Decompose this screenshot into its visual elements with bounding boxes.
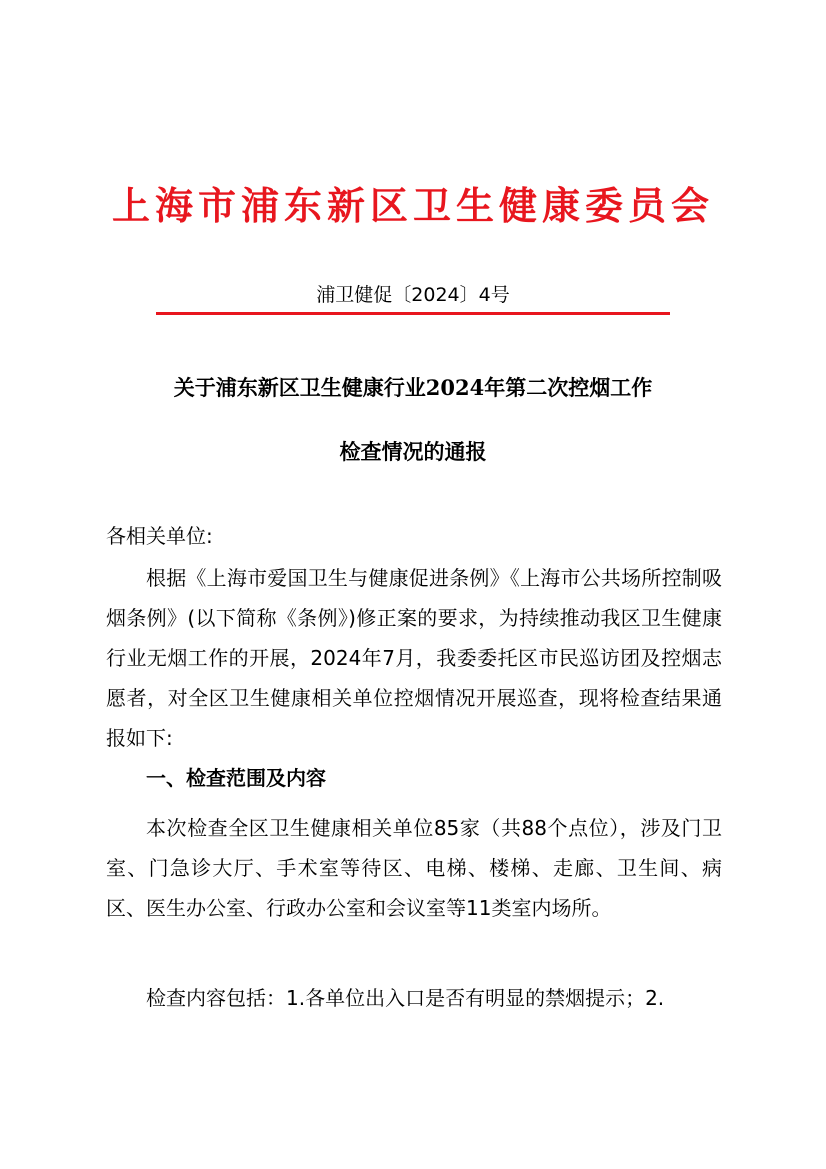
- notice-title-line-2: 检查情况的通报: [339, 439, 487, 464]
- paragraph-scope: 本次检查全区卫生健康相关单位85家（共88个点位），涉及门卫室、门急诊大厅、手术室等待区、电梯、楼梯、走廊、卫生间、病区、医生办公室、行政办公室和会议室等11类室内场所。: [106, 816, 722, 920]
- organization-header: 上海市浦东新区卫生健康委员会: [111, 183, 714, 228]
- paragraph-intro: 根据《上海市爱国卫生与健康促进条例》《上海市公共场所控制吸烟条例》(以下简称《条例》)修正案的要求，为持续推动我区卫生健康行业无烟工作的开展，2024年7月，我委委托区市民巡访团及控烟志愿者，对全区卫生健康相关单位控烟情况开展巡查，现将检查结果通报如下:: [106, 566, 722, 750]
- red-divider-line: [156, 312, 670, 315]
- section-heading-scope: 一、检查范围及内容: [146, 766, 326, 790]
- salutation: 各相关单位:: [106, 524, 213, 548]
- document-number: 浦卫健促〔2024〕4号: [316, 284, 510, 306]
- paragraph-content: 检查内容包括：1.各单位出入口是否有明显的禁烟提示；2.: [146, 986, 665, 1010]
- notice-title-line-1: 关于浦东新区卫生健康行业2024年第二次控烟工作: [173, 375, 653, 400]
